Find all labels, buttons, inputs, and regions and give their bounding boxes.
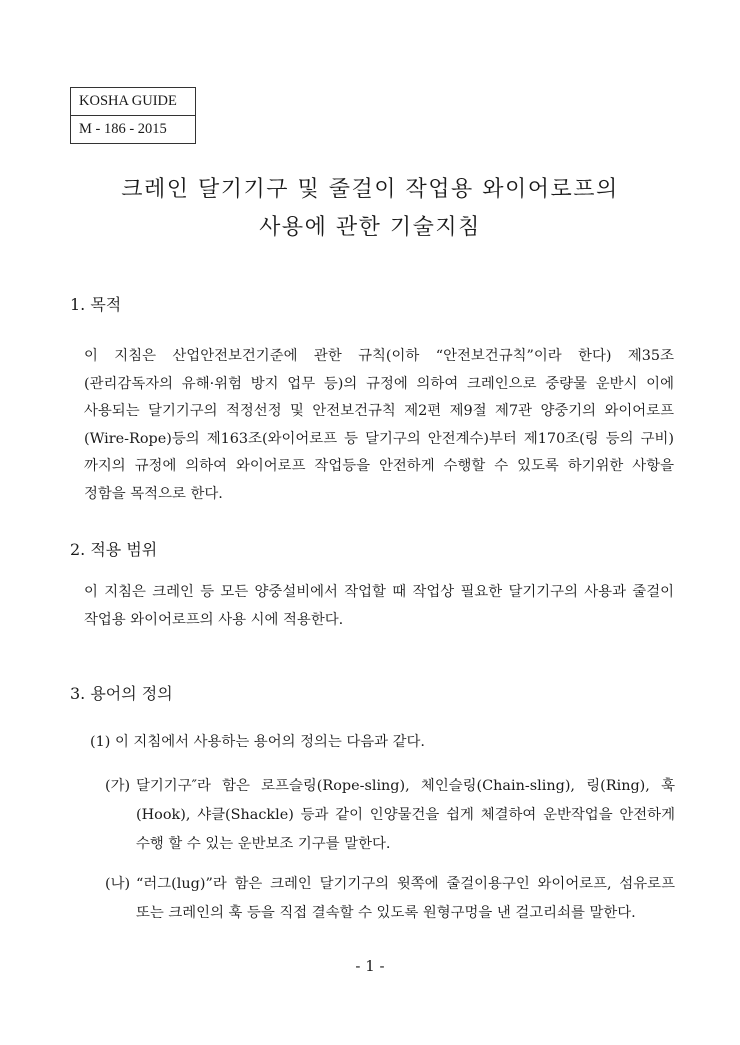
section-text-scope: 이 지침은 크레인 등 모든 양중설비에서 작업할 때 작업상 필요한 달기기구의 사용과 줄걸이 작업용 와이어로프의 사용 시에 적용한다. [84,584,674,628]
document-title-line1: 크레인 달기기구 및 줄걸이 작업용 와이어로프의 [121,177,619,202]
kosha-guide-code-box [70,87,196,144]
section-heading-purpose: 1. 목적 [70,295,122,314]
document-title-line2: 사용에 관한 기술지침 [259,215,481,240]
definition-marker: (나) [105,876,131,892]
page-number: - 1 - [355,957,385,975]
definition-item [105,772,675,859]
section-heading-scope: 2. 적용 범위 [70,540,158,559]
section-text-purpose: 이 지침은 산업안전보건기준에 관한 규칙(이하 “안전보건규칙”이라 한다) 제35조(관리감독자의 유해·위험 방지 업무 등)의 규정에 의하여 크레인으로 중량물 운반시 이에 사용되는 달기기구의 적정선정 및 안전보건규칙 제2편 제9절 제7관 양중기의 와이어로프(Wire-Rope)등의 제163조(와이어로프 등 달기구의 안전계수)부터 제170조(링 등의 구비)까지의 규정에 의하여 와이어로프 작업등을 안전하게 수행할 수 있도록 하기위한 사항을 정함을 목적으로 한다. [84,348,674,502]
guide-code: M - 186 - 2015 [71,115,195,143]
guide-label: KOSHA GUIDE [79,93,177,109]
section-heading-definitions: 3. 용어의 정의 [70,684,173,703]
definition-item [105,870,675,928]
definition-text: “러그(lug)”라 함은 크레인 달기기구의 윗쪽에 줄걸이용구인 와이어로프, 섬유로프 또는 크레인의 훅 등을 직접 결속할 수 있도록 원형구멍을 낸 걸고리쇠를 말한다. [136,876,675,921]
definition-text: 달기기구″라 함은 로프슬링(Rope-sling), 체인슬링(Chain-sling), 링(Ring), 훅(Hook), 샤클(Shackle) 등과 같이 인양물건을 쉽게 체결하여 운반작업을 안전하게 수행 할 수 있는 운반보조 기구를 말한다. [136,778,675,852]
definitions-intro: (1) 이 지침에서 사용하는 용어의 정의는 다음과 같다. [90,734,426,750]
definition-marker: (가) [105,778,131,794]
